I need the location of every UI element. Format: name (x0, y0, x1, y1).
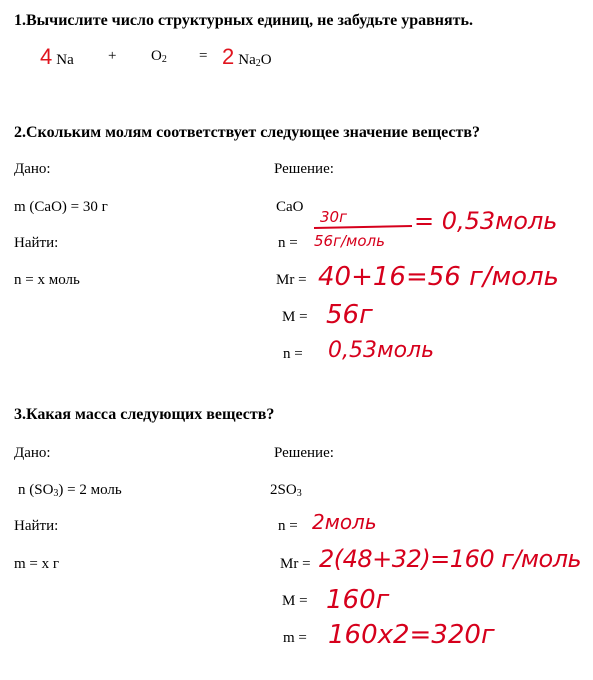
equals-sign: = (199, 48, 208, 64)
s2-n-label: n = (278, 235, 298, 251)
formula-na: Na (56, 52, 74, 68)
s3-mr-label: Mr = (280, 556, 311, 572)
s3-n-label: n = (278, 518, 298, 534)
s2-find-label: Найти: (14, 235, 59, 251)
s3-mr-value: 2(48+32)=160 г/моль (319, 545, 582, 573)
s2-given-value: m (CaO) = 30 г (14, 199, 108, 215)
s2-n-denominator: 56г/моль (314, 232, 385, 250)
o2-subscript: 2 (161, 54, 167, 65)
s3-m-label: M = (282, 593, 308, 609)
s2-n-result: = 0,53моль (414, 207, 558, 235)
s2-m-value: 56г (326, 300, 373, 330)
s2-mr-value: 40+16=56 г/моль (318, 262, 559, 292)
s2-n2-value: 0,53моль (328, 338, 435, 363)
na2o-na: Na (238, 52, 256, 68)
coefficient-na2o: 2 (222, 44, 235, 69)
plus-sign: + (108, 48, 117, 64)
s3-n-value: 2моль (312, 510, 377, 534)
s3-m2-value: 160х2=320г (328, 620, 495, 650)
s3-solution-label: Решение: (274, 445, 334, 461)
s2-m-label: M = (282, 309, 308, 325)
s3-substance-subscript: 3 (296, 488, 302, 499)
coefficient-na: 4 (40, 44, 53, 69)
s3-m2-label: m = (283, 630, 307, 646)
s3-m-value: 160г (326, 585, 390, 615)
s3-find-value: m = х г (14, 556, 60, 572)
fraction-bar (314, 226, 412, 228)
s3-given-subscript: 3 (53, 488, 59, 499)
s2-mr-label: Mr = (276, 272, 307, 288)
o2-base: O (151, 48, 162, 64)
s3-given-b: ) = 2 моль (58, 482, 122, 498)
s2-substance: CaO (276, 199, 304, 215)
na2o-o: O (260, 52, 272, 68)
s2-solution-label: Решение: (274, 161, 334, 177)
s3-given-label: Дано: (14, 445, 51, 461)
s3-find-label: Найти: (14, 518, 59, 534)
section1-heading: 1.Вычислите число структурных единиц, не забудьте уравнять. (14, 12, 473, 29)
s2-n2-label: n = (283, 346, 303, 362)
s2-given-label: Дано: (14, 161, 51, 177)
s3-given-a: n (SO (18, 482, 54, 498)
s2-n-numerator: 30г (320, 208, 347, 226)
s2-find-value: n = х моль (14, 272, 80, 288)
s3-substance-a: 2SO (270, 482, 297, 498)
section3-heading: 3.Какая масса следующих веществ? (14, 406, 275, 423)
section2-heading: 2.Скольким молям соответствует следующее значение веществ? (14, 124, 481, 141)
na2o-subscript: 2 (255, 58, 261, 69)
